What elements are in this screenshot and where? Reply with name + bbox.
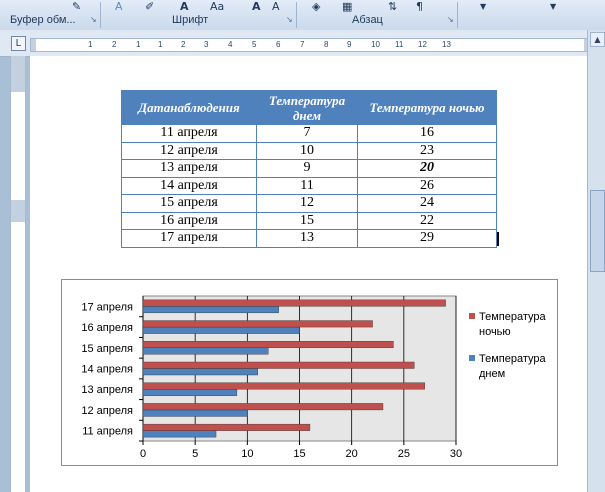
- ruler-number: 5: [252, 40, 257, 49]
- format-painter-icon[interactable]: ✎: [72, 0, 82, 13]
- table-cell[interactable]: 13 апреля: [122, 160, 257, 178]
- table-cell[interactable]: 16: [358, 125, 497, 143]
- bar: [143, 341, 393, 348]
- bar: [143, 327, 300, 334]
- shading-icon[interactable]: ◈: [312, 0, 321, 13]
- table-cell[interactable]: 29: [358, 230, 497, 248]
- table-row: [122, 212, 497, 230]
- paragraph-launcher-icon[interactable]: ↘: [447, 15, 454, 24]
- table-header-cell: Датанаблюдения: [122, 91, 257, 125]
- table-cell[interactable]: 13: [257, 230, 358, 248]
- font-size-icon[interactable]: Aa: [210, 0, 225, 13]
- table-cell[interactable]: 17 апреля: [122, 230, 257, 248]
- grow-font-icon[interactable]: A: [252, 0, 261, 13]
- ruler-number: 8: [324, 40, 329, 49]
- table-cell[interactable]: 26: [358, 177, 497, 195]
- pilcrow-icon[interactable]: ¶: [416, 0, 423, 13]
- ruler-number: 13: [442, 40, 451, 49]
- y-tick-label: 12 апреля: [81, 404, 133, 417]
- font-launcher-icon[interactable]: ↘: [286, 15, 293, 24]
- bar: [143, 306, 279, 313]
- scroll-up-icon[interactable]: ▲: [590, 32, 605, 47]
- y-tick-label: 15 апреля: [81, 342, 133, 355]
- group-divider: [457, 2, 458, 28]
- ruler-number: 1: [136, 40, 141, 49]
- table-cell[interactable]: 7: [257, 125, 358, 143]
- ruler-number: 4: [228, 40, 233, 49]
- bar: [143, 431, 216, 438]
- bar: [143, 389, 237, 396]
- vertical-scrollbar[interactable]: [587, 30, 605, 492]
- table-cell[interactable]: 14 апреля: [122, 177, 257, 195]
- x-tick-label: 20: [345, 448, 358, 460]
- table-cell[interactable]: 24: [358, 195, 497, 213]
- chevron-down-icon[interactable]: ▼: [550, 2, 557, 11]
- chart-svg: [62, 280, 557, 465]
- table-cell[interactable]: 15 апреля: [122, 195, 257, 213]
- x-tick-label: 0: [139, 448, 147, 460]
- y-tick-label: 16 апреля: [81, 322, 133, 335]
- y-tick-label: 13 апреля: [81, 384, 133, 397]
- highlight-icon[interactable]: ✐: [145, 0, 155, 13]
- bar: [143, 348, 268, 355]
- group-divider: [100, 2, 101, 28]
- font-group-label: Шрифт: [172, 14, 209, 26]
- ribbon: [0, 0, 605, 31]
- ruler-number: 12: [418, 40, 427, 49]
- y-tick-label: 14 апреля: [81, 363, 133, 376]
- x-tick-label: 30: [449, 448, 463, 460]
- ruler-number: 9: [347, 40, 352, 49]
- table-cell[interactable]: 15: [257, 212, 358, 230]
- table-row: [122, 160, 497, 178]
- clipboard-group-label: Буфер обм...: [10, 14, 76, 26]
- table-cell[interactable]: 22: [358, 212, 497, 230]
- vertical-ruler[interactable]: [10, 56, 26, 492]
- ruler-number: 1: [88, 40, 93, 49]
- legend-label: днем: [479, 368, 506, 380]
- table-header-cell: Температура ночью: [358, 91, 497, 125]
- sort-icon[interactable]: ⇅: [388, 0, 398, 13]
- ruler-number: 7: [300, 40, 305, 49]
- ruler-number: 6: [276, 40, 281, 49]
- ruler-number: 11: [395, 40, 404, 49]
- table-row: [122, 230, 497, 248]
- table-cell[interactable]: 12: [257, 195, 358, 213]
- chevron-down-icon[interactable]: ▼: [480, 2, 487, 11]
- legend-swatch: [469, 355, 475, 361]
- bar: [143, 383, 425, 390]
- text-cursor: [497, 232, 499, 246]
- bar: [143, 410, 247, 417]
- table-cell[interactable]: 11: [257, 177, 358, 195]
- shrink-font-icon[interactable]: A: [272, 0, 280, 13]
- x-tick-label: 15: [293, 448, 306, 460]
- table-cell[interactable]: 20: [358, 160, 497, 178]
- x-tick-label: 10: [241, 448, 254, 460]
- legend-label: ночью: [479, 326, 511, 338]
- x-tick-label: 25: [397, 448, 410, 460]
- group-divider: [296, 2, 297, 28]
- tab-selector-button[interactable]: L: [11, 36, 26, 51]
- y-tick-label: 17 апреля: [81, 301, 133, 314]
- clipboard-launcher-icon[interactable]: ↘: [90, 15, 97, 24]
- bar: [143, 424, 310, 431]
- scroll-thumb[interactable]: [590, 190, 605, 272]
- temperature-chart[interactable]: [61, 279, 558, 466]
- legend-label: Температура: [479, 353, 546, 365]
- ruler-number: 10: [371, 40, 380, 49]
- table-row: [122, 195, 497, 213]
- bar: [143, 369, 258, 376]
- bar: [143, 321, 373, 328]
- borders-icon[interactable]: ▦: [342, 0, 353, 13]
- text-effect-icon[interactable]: A: [115, 0, 123, 13]
- paragraph-group-label: Абзац: [352, 14, 383, 26]
- table-cell[interactable]: 16 апреля: [122, 212, 257, 230]
- table-header-cell: Температура днем: [257, 91, 358, 125]
- temperature-table: [121, 90, 497, 248]
- table-cell[interactable]: 10: [257, 142, 358, 160]
- bar: [143, 300, 446, 307]
- table-cell[interactable]: 9: [257, 160, 358, 178]
- table-cell[interactable]: 12 апреля: [122, 142, 257, 160]
- bar: [143, 362, 414, 369]
- bar: [143, 403, 383, 410]
- table-row: [122, 177, 497, 195]
- ruler-number: 3: [204, 40, 209, 49]
- legend-swatch: [469, 313, 475, 319]
- y-tick-label: 11 апреля: [82, 425, 133, 438]
- table-cell[interactable]: 11 апреля: [122, 125, 257, 143]
- table-row: [122, 125, 497, 143]
- x-tick-label: 5: [192, 448, 199, 460]
- legend-label: Температура: [479, 311, 546, 323]
- font-color-icon[interactable]: A: [180, 0, 189, 13]
- ruler-number: 1: [158, 40, 163, 49]
- table-row: [122, 142, 497, 160]
- table-header-row: [122, 91, 497, 125]
- ruler-number: 2: [112, 40, 117, 49]
- ruler-number: 2: [181, 40, 186, 49]
- table-cell[interactable]: 23: [358, 142, 497, 160]
